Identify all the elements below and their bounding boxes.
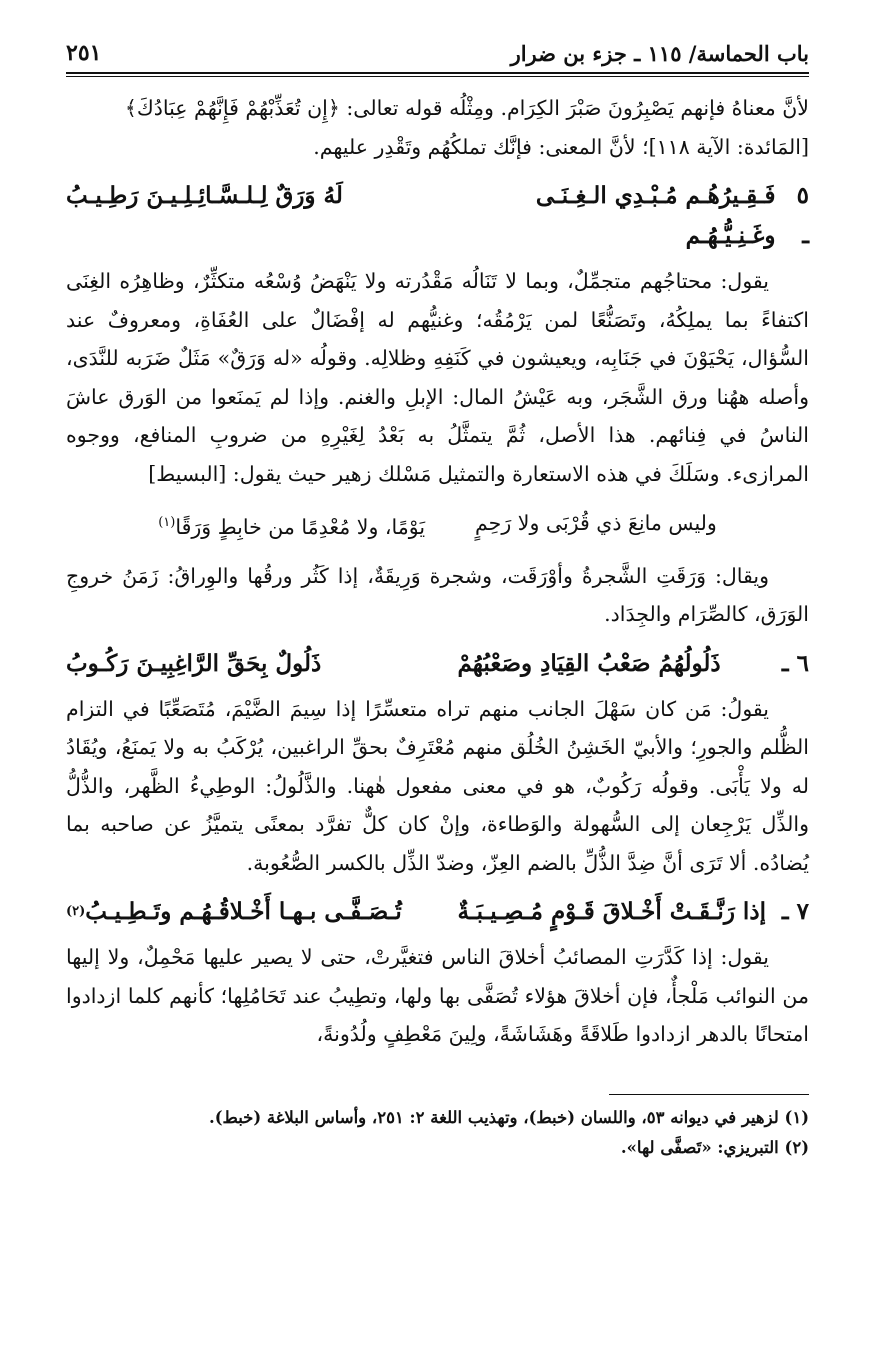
footnote-ref-2: (٢) xyxy=(66,904,86,920)
verse-6-number: ٦ ـ xyxy=(781,649,809,677)
intro-line-1: لأنَّ معناهُ فإنهم يَصْبِرُونَ صَبْرَ الكِرَام. ومِثْلُه قوله تعالى: ﴿إِن تُعَذِّبْهُمْ فَإِنَّهُمْ عِبَادُكَ﴾ xyxy=(124,96,809,120)
footnote-ref-1: (١) xyxy=(158,515,176,530)
verse-6-second-hemistich: ذَلُولٌ بِحَقِّ الرَّاغِبِيـنَ رَكُـوبُ xyxy=(66,649,322,677)
commentary-verse-5: يقول: محتاجُهم متجمِّلٌ، وبما لا تَنَالُه مَقْدُرته ولا يَنْهَضُ وُسْعُه متكثِّرٌ، وظاهِرُه الغِنَى اكتفاءً بما يملِكُهُ، وتَصَنُّعًا لمن يَرْمُقُه؛ وغنيُّهم له إفْضَالٌ على العُفَاةِ، ومعروفٌ عند السُّؤال، يَحْيَوْنَ في جَنَابِه، ويعيشون في كَنَفِهِ وظلالِه. وقولُه «له وَرَقٌ» مَثَلٌ ضَرَبه للنَّدَى، وأصله ههُنا ورق الشَّجَر، وبه عَيْشُ المال: الإبلِ والغنم. وإذا لم يَمنَعوا من الوَرق عاشَ الناسُ في فِنائهم. هذا الأصل، ثُمَّ يتمثَّلُ به بَعْدُ لِغَيْرِهِ من ضروبِ المنافع، ووجوه المرازىء. وسَلَكَ في هذه الاستعارة والتمثيل مَسْلك زهير حيث يقول: [البسيط] xyxy=(66,269,809,486)
verse-6-hemi1-text: ذَلُولُهُمُ صَعْبُ القِيَادِ وصَعْبُهُمْ xyxy=(457,649,721,677)
quoted-hemistich-2-text: يَوْمًا، ولا مُعْدِمًا من خابِطٍ وَرَقًا xyxy=(175,514,426,539)
page-number: ٢٥١ xyxy=(66,40,102,66)
quoted-verse-zuhayr xyxy=(66,501,809,549)
verse-7 xyxy=(66,892,809,932)
quoted-hemistich-1: وليس مانِعَ ذي قُرْبَى ولا رَحِمٍ xyxy=(475,511,717,535)
header-rule xyxy=(66,76,809,77)
intro-line-2: [المَائدة: الآية ١١٨]؛ لأنَّ المعنى: فإنَّك تملكُهُم وتَقْدِر عليهم. xyxy=(313,134,809,159)
commentary-verse-5b: ويقال: وَرَقَتِ الشَّجرةُ وأوْرَقَت، وشجرة وَرِيقَةٌ، إذا كَثُر ورقُها والوِراقُ: زَمَنُ خروجِ الوَرَق، كالصِّرَام والجِدَاد. xyxy=(66,563,809,627)
verse-5 xyxy=(66,176,809,256)
verse-6 xyxy=(66,644,809,684)
verse-7-hemi2-text: تُـصَـفَّـى بـهـا أَخْـلاقُـهُـم وتَـطِـيـبُ xyxy=(85,898,402,926)
verse-7-first-hemistich xyxy=(458,892,810,932)
verse-7-number: ٧ ـ xyxy=(781,898,809,926)
footnote-2: (٢) التبريزي: «تَصفَّى لها». xyxy=(620,1137,809,1157)
commentary-verse-6: يقولُ: مَن كان سَهْلَ الجانب منهم تراه متعسِّرًا إذا سِيمَ الضَّيْمَ، مُتَصَعِّبًا في التزام الظُّلم والجورِ؛ والأبيّ الخَشِنُ الخُلُق منهم مُعْتَرِفٌ بحقِّ الراغبين، يُرْكَبُ به ولا يَمنَعُ، ويُقَادُ له ولا يَأْبَى. وقولُه رَكُوبٌ، هو في معنى مفعول هٰهنا. والذَّلُولُ: الوطِيءُ الظَّهر، والذُّلُّ والذِّل يَرْجِعان إلى السُّهولة والوَطاءة، وإنْ كان كلٌّ تفرَّد بمعنًى يتميَّزُ عن صاحبه بما يُضادُه. ألا تَرَى أنَّ ضِدَّ الذُّلِّ بالضم العِزّ، وضدّ الذِّل بالكسر الصُّعُوبة. xyxy=(66,696,809,875)
quoted-hemistich-2 xyxy=(158,501,425,549)
verse-5-number: ٥ ـ xyxy=(796,182,809,249)
commentary-verse-7: يقول: إذا كَدَّرَتِ المصائبُ أخلاقَ الناس فتغيَّرتْ، حتى لا يصير عليها مَحْمِلٌ، ولا إليها من النوائب مَلْجأٌ، فإن أخلاقَ هؤلاء تُصَفَّى بها ولها، وتطِيبُ عند تَحَامُلِها؛ كأنهم كلما ازدادوا امتحانًا بالدهر ازدادوا طَلاقَةً وهَشَاشَةً، ولِينَ مَعْطِفٍ ولُدُونةً، xyxy=(66,945,809,1047)
footnote-separator xyxy=(609,1094,809,1095)
footnote-1: (١) لزهير في ديوانه ٥٣، واللسان (خبط)، وتهذيب اللغة ٢: ٢٥١، وأساس البلاغة (خبط). xyxy=(208,1107,809,1127)
verse-5-second-hemistich: لَهُ وَرَقٌ لِـلـسَّـائِـلِـيـنَ رَطِـيـبُ xyxy=(66,182,343,209)
verse-5-hemi1-text: فَـقِـيرُهُـم مُـبْـدِي الـغِـنَـى وغَـنِـيُّـهُـم xyxy=(535,182,776,249)
page-header xyxy=(66,40,809,74)
verse-5-first-hemistich xyxy=(458,176,810,256)
verse-6-first-hemistich xyxy=(458,644,810,684)
verse-7-second-hemistich xyxy=(66,892,418,932)
running-title: باب الحماسة/ ١١٥ ـ جزء بن ضرار xyxy=(510,41,809,66)
verse-7-hemi1-text: إذا رَنَّـقَـتْ أَخْـلاقَ قَـوْمٍ مُـصِـيـبَـةٌ xyxy=(457,898,766,926)
